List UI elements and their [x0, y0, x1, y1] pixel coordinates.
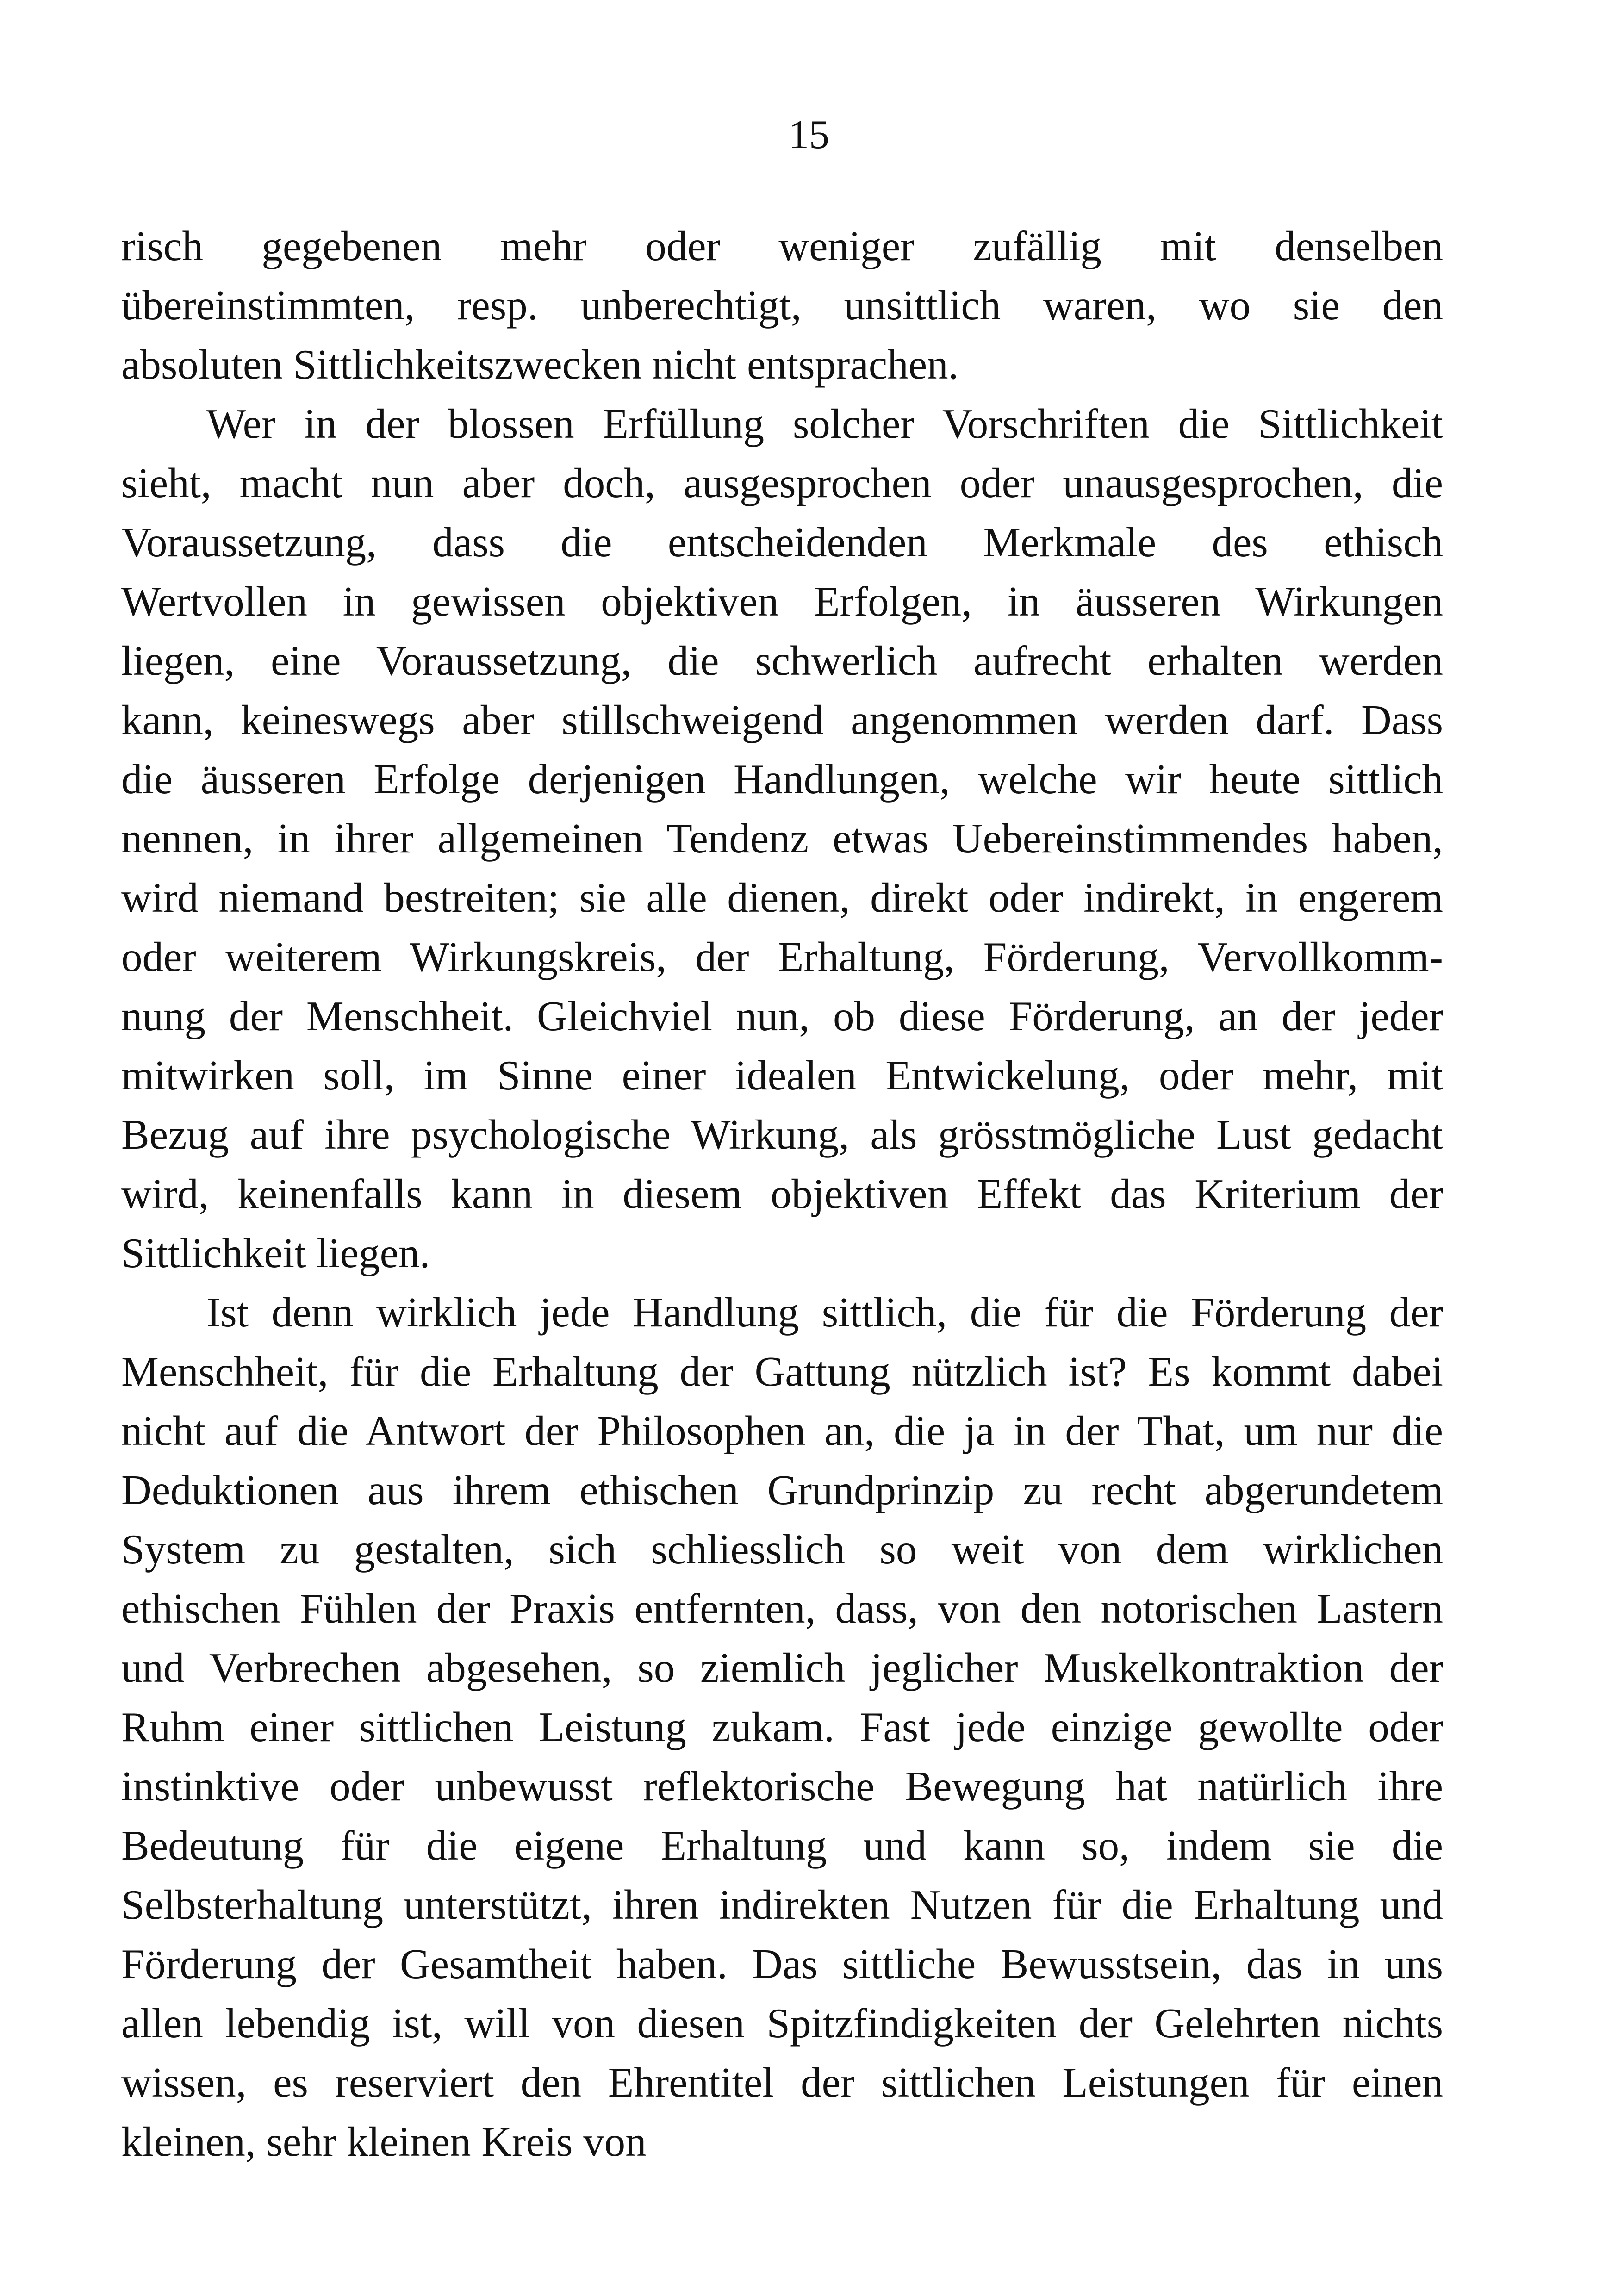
text-line: Ruhm einer sittlichen Leistung zukam. Fast jede einzige gewollte oder [121, 1704, 1443, 1750]
text-line: Deduktionen aus ihrem ethischen Grundprinzip zu recht abgerundetem [121, 1467, 1443, 1513]
body-text [121, 217, 1443, 2172]
text-line: Ist denn wirklich jede Handlung sittlich, die für die Förderung der [206, 1289, 1443, 1336]
text-line: Menschheit, für die Erhaltung der Gattung nützlich ist? Es kommt dabei [121, 1348, 1443, 1395]
text-line: Voraussetzung, dass die entscheidenden Merkmale des ethisch [121, 519, 1443, 566]
text-line: die äusseren Erfolge derjenigen Handlungen, welche wir heute sittlich [121, 756, 1443, 803]
text-line: oder weiterem Wirkungskreis, der Erhaltung, Förderung, Vervollkomm- [121, 933, 1443, 980]
text-line: ethischen Fühlen der Praxis entfernten, dass, von den notorischen Lastern [121, 1585, 1443, 1632]
text-line: Wer in der blossen Erfüllung solcher Vorschriften die Sittlichkeit [206, 400, 1443, 447]
text-line: nicht auf die Antwort der Philosophen an, die ja in der That, um nur die [121, 1407, 1443, 1454]
text-line: sieht, macht nun aber doch, ausgesprochen oder unausgesprochen, die [121, 460, 1443, 506]
text-line: Förderung der Gesamtheit haben. Das sittliche Bewusstsein, das in uns [121, 1941, 1443, 1987]
text-line: kleinen, sehr kleinen Kreis von [121, 2118, 647, 2165]
text-line: wird, keinenfalls kann in diesem objektiven Effekt das Kriterium der [121, 1170, 1443, 1217]
text-line: Bedeutung für die eigene Erhaltung und kann so, indem sie die [121, 1822, 1443, 1869]
text-line: wird niemand bestreiten; sie alle dienen, direkt oder indirekt, in engerem [121, 874, 1443, 921]
text-line: allen lebendig ist, will von diesen Spitzfindigkeiten der Gelehrten nichts [121, 2000, 1443, 2047]
text-line: System zu gestalten, sich schliesslich so weit von dem wirklichen [121, 1526, 1443, 1573]
text-line: nung der Menschheit. Gleichviel nun, ob diese Förderung, an der jeder [121, 993, 1443, 1039]
text-line: wissen, es reserviert den Ehrentitel der sittlichen Leistungen für einen [121, 2059, 1443, 2106]
text-line: kann, keineswegs aber stillschweigend angenommen werden darf. Dass [121, 697, 1443, 743]
text-line: mitwirken soll, im Sinne einer idealen Entwickelung, oder mehr, mit [121, 1052, 1443, 1099]
text-line: übereinstimmten, resp. unberechtigt, unsittlich waren, wo sie den [121, 282, 1443, 329]
text-line: Wertvollen in gewissen objektiven Erfolgen, in äusseren Wirkungen [121, 578, 1443, 625]
page-number: 15 [789, 112, 829, 157]
text-line: und Verbrechen abgesehen, so ziemlich jeglicher Muskelkontraktion der [121, 1644, 1443, 1691]
text-line: absoluten Sittlichkeitszwecken nicht entsprachen. [121, 341, 959, 388]
text-line: Bezug auf ihre psychologische Wirkung, als grösstmögliche Lust gedacht [121, 1111, 1443, 1158]
text-line: Sittlichkeit liegen. [121, 1230, 430, 1276]
text-line: instinktive oder unbewusst reflektorische Bewegung hat natürlich ihre [121, 1763, 1443, 1810]
text-line: Selbsterhaltung unterstützt, ihren indirekten Nutzen für die Erhaltung und [121, 1881, 1443, 1928]
text-line: liegen, eine Voraussetzung, die schwerlich aufrecht erhalten werden [121, 637, 1443, 684]
text-line: risch gegebenen mehr oder weniger zufällig mit denselben [121, 223, 1443, 269]
text-line: nennen, in ihrer allgemeinen Tendenz etwas Uebereinstimmendes haben, [121, 815, 1443, 862]
